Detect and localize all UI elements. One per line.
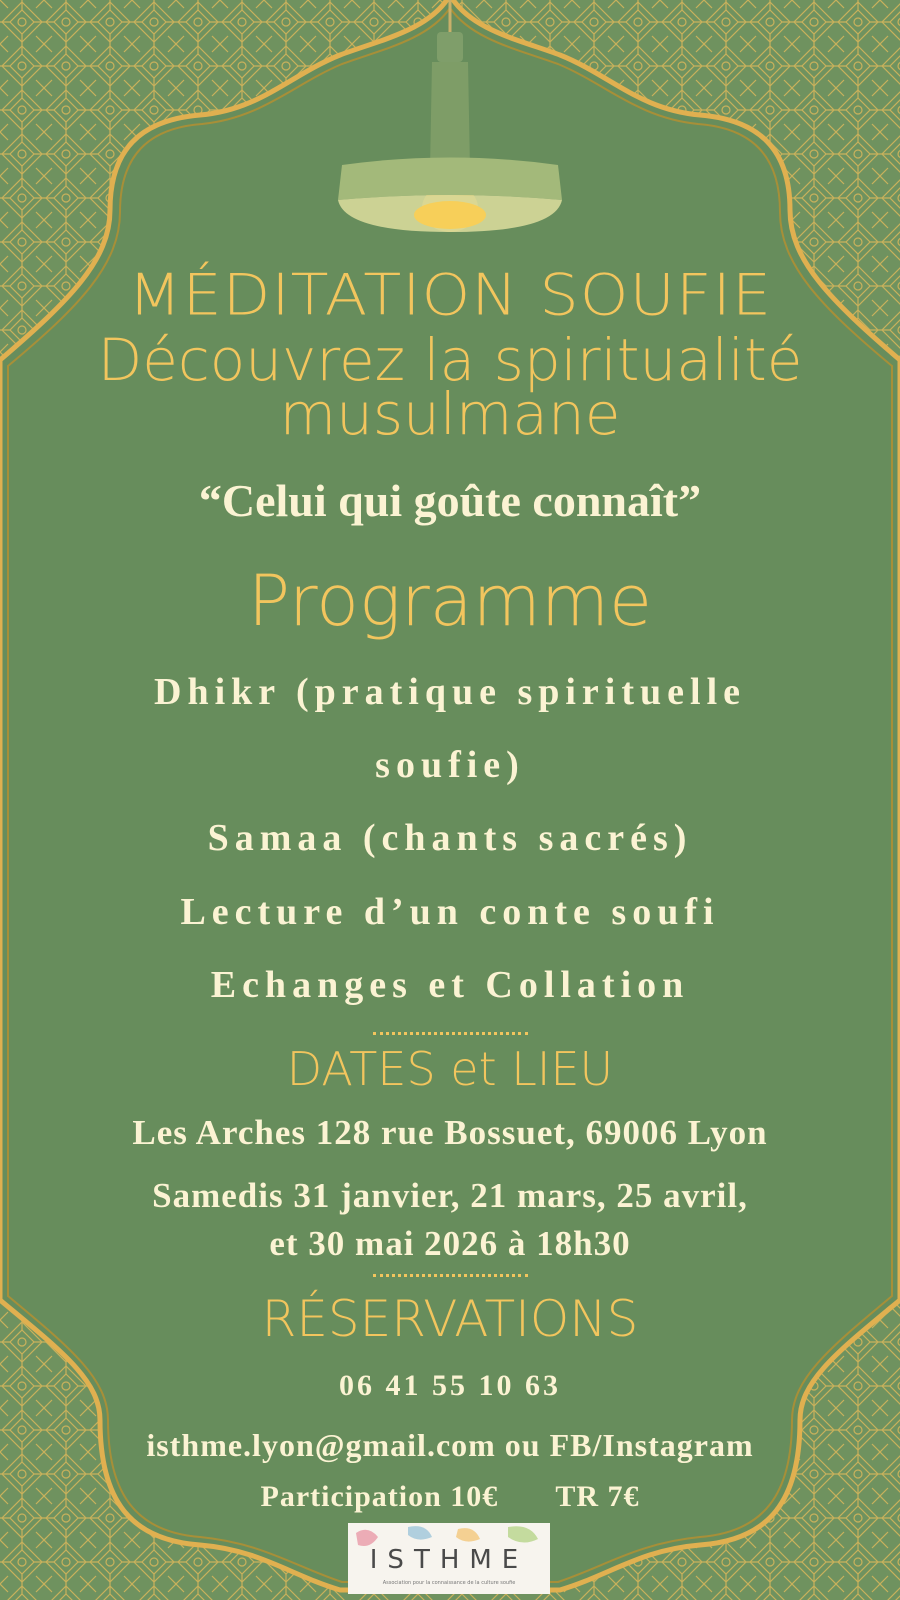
price-full: Participation 10€ [260,1480,499,1513]
phone-number: 06 41 55 10 63 [339,1369,561,1402]
dates-heading: DATES et LIEU [286,1042,614,1096]
dates-line-1: Samedis 31 janvier, 21 mars, 25 avril, [152,1176,748,1215]
reservations-heading: RÉSERVATIONS [261,1290,639,1348]
event-dates [0,1172,900,1268]
programme-heading: Programme [247,560,653,642]
dates-line-2: et 30 mai 2026 à 18h30 [269,1224,631,1263]
event-location: Les Arches 128 rue Bossuet, 69006 Lyon [132,1113,768,1152]
poster-subtitle [0,326,900,448]
isthme-logo [348,1523,550,1594]
pricing [0,1480,900,1514]
contact-email: isthme.lyon@gmail.com ou FB/Instagram [146,1427,754,1463]
programme-item-samaa: Samaa (chants sacrés) [207,817,693,859]
logo-name: ISTHME [369,1545,529,1575]
price-reduced: TR 7€ [555,1480,640,1513]
programme-item-dhikr: Dhikr (pratique spirituelle [154,671,746,713]
pendant-lamp-icon [0,0,900,250]
quote: “Celui qui goûte connaît” [198,475,702,526]
subtitle-line-2: musulmane [279,380,621,448]
divider [373,1032,528,1035]
programme-item-echanges: Echanges et Collation [210,964,690,1006]
poster-title: MÉDITATION SOUFIE [127,260,773,329]
programme-item-lecture: Lecture d’un conte soufi [180,891,720,933]
programme-item-dhikr-cont: soufie) [375,744,525,786]
subtitle-line-1: Découvrez la spiritualité [97,326,803,394]
divider [373,1274,528,1277]
logo-tagline: Association pour la connaissance de la culture soufie [382,1580,516,1586]
